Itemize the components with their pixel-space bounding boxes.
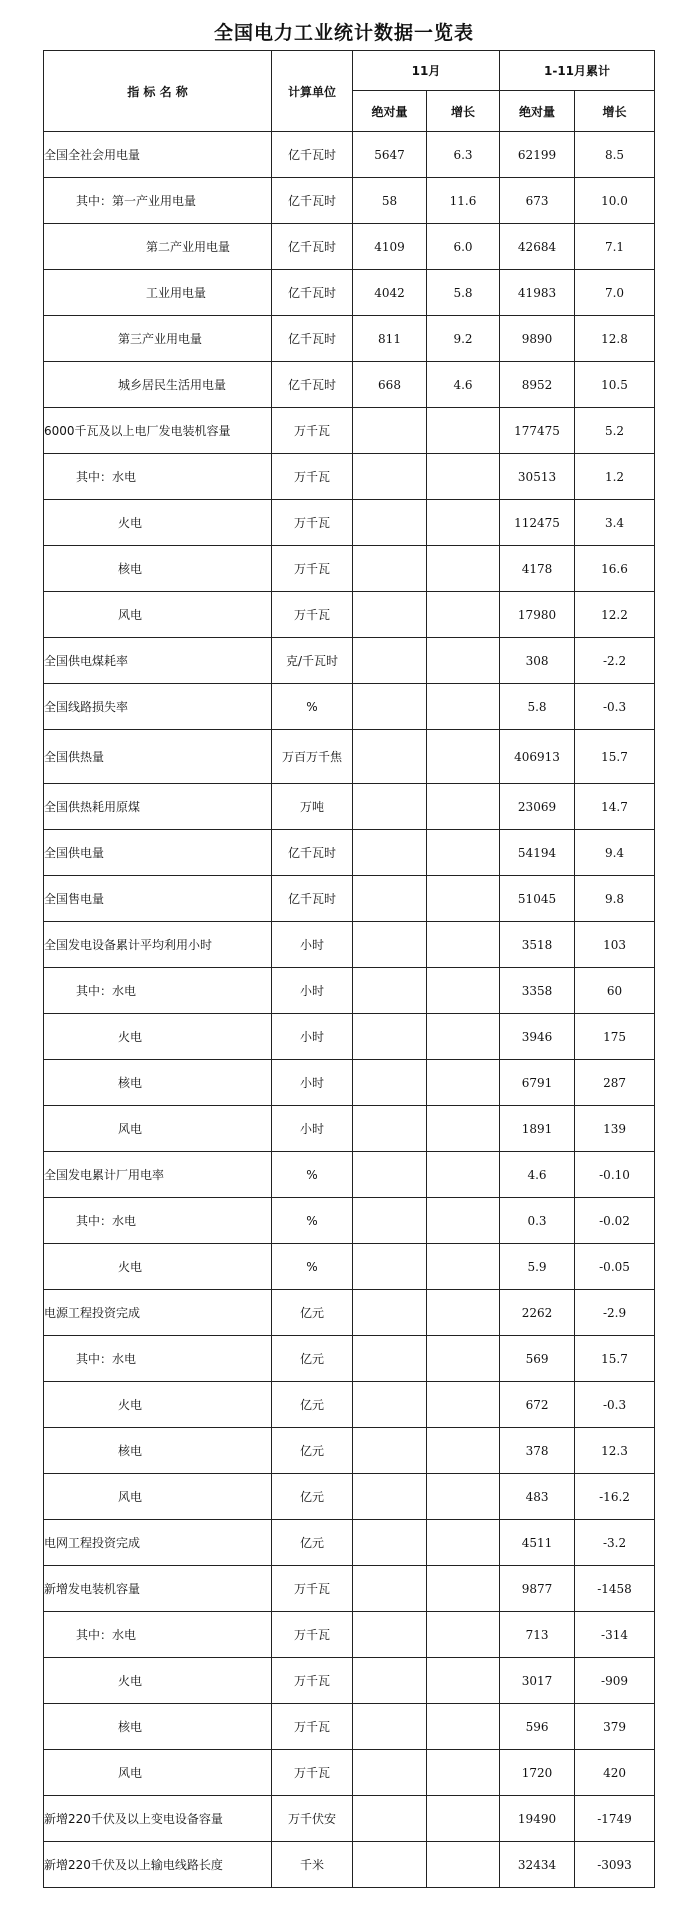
cumulative-growth: 10.0: [575, 178, 655, 224]
cumulative-growth: 7.1: [575, 224, 655, 270]
cumulative-growth: -16.2: [575, 1474, 655, 1520]
row-unit: 亿千瓦时: [272, 830, 353, 876]
table-row: [44, 1474, 655, 1520]
table-row: [44, 1244, 655, 1290]
row-name: 电网工程投资完成: [44, 1520, 272, 1566]
month-growth: [427, 1474, 500, 1520]
table-row: [44, 968, 655, 1014]
row-unit: 万千瓦: [272, 1612, 353, 1658]
header-indicator: 指 标 名 称: [44, 51, 272, 132]
month-absolute: [353, 638, 427, 684]
month-absolute: [353, 1704, 427, 1750]
month-absolute: [353, 1106, 427, 1152]
month-absolute: [353, 1842, 427, 1888]
cumulative-absolute: 23069: [500, 784, 575, 830]
cumulative-growth: 420: [575, 1750, 655, 1796]
cumulative-absolute: 4178: [500, 546, 575, 592]
cumulative-growth: 12.2: [575, 592, 655, 638]
cumulative-growth: -1458: [575, 1566, 655, 1612]
month-absolute: [353, 1658, 427, 1704]
cumulative-absolute: 483: [500, 1474, 575, 1520]
month-growth: [427, 1704, 500, 1750]
cumulative-absolute: 8952: [500, 362, 575, 408]
row-unit: %: [272, 1244, 353, 1290]
cumulative-growth: -0.05: [575, 1244, 655, 1290]
row-unit: 亿千瓦时: [272, 178, 353, 224]
month-absolute: [353, 1796, 427, 1842]
cumulative-growth: 14.7: [575, 784, 655, 830]
month-growth: 6.3: [427, 132, 500, 178]
row-unit: 亿千瓦时: [272, 224, 353, 270]
month-growth: [427, 830, 500, 876]
table-row: [44, 408, 655, 454]
month-growth: [427, 1520, 500, 1566]
month-absolute: 4042: [353, 270, 427, 316]
row-unit: 小时: [272, 1014, 353, 1060]
table-row: [44, 1704, 655, 1750]
table-row: [44, 1336, 655, 1382]
cumulative-absolute: 3946: [500, 1014, 575, 1060]
cumulative-growth: -909: [575, 1658, 655, 1704]
row-unit: 亿元: [272, 1382, 353, 1428]
cumulative-absolute: 30513: [500, 454, 575, 500]
month-absolute: [353, 1428, 427, 1474]
cumulative-absolute: 2262: [500, 1290, 575, 1336]
cumulative-absolute: 378: [500, 1428, 575, 1474]
cumulative-absolute: 177475: [500, 408, 575, 454]
month-growth: [427, 408, 500, 454]
table-row: [44, 1152, 655, 1198]
month-absolute: [353, 1750, 427, 1796]
header-row-top: [44, 51, 655, 91]
cumulative-absolute: 17980: [500, 592, 575, 638]
month-absolute: [353, 1060, 427, 1106]
row-name: 全国发电累计厂用电率: [44, 1152, 272, 1198]
row-name: 电源工程投资完成: [44, 1290, 272, 1336]
cumulative-growth: 1.2: [575, 454, 655, 500]
row-name: 风电: [44, 1106, 272, 1152]
cumulative-absolute: 0.3: [500, 1198, 575, 1244]
month-absolute: [353, 592, 427, 638]
month-growth: [427, 784, 500, 830]
month-growth: [427, 1566, 500, 1612]
cumulative-absolute: 54194: [500, 830, 575, 876]
row-name: 其中：水电: [44, 454, 272, 500]
table-row: [44, 1842, 655, 1888]
table-row: [44, 592, 655, 638]
header-cumulative-growth: 增长: [575, 91, 655, 132]
month-growth: [427, 730, 500, 784]
row-unit: 小时: [272, 968, 353, 1014]
row-name: 风电: [44, 592, 272, 638]
row-name: 全国发电设备累计平均利用小时: [44, 922, 272, 968]
table-row: [44, 1014, 655, 1060]
table-row: [44, 638, 655, 684]
row-unit: 万千瓦: [272, 546, 353, 592]
row-name: 火电: [44, 500, 272, 546]
table-row: [44, 1060, 655, 1106]
table-row: [44, 784, 655, 830]
cumulative-growth: -3.2: [575, 1520, 655, 1566]
cumulative-growth: -2.2: [575, 638, 655, 684]
month-absolute: 58: [353, 178, 427, 224]
table-row: [44, 132, 655, 178]
row-unit: 万千瓦: [272, 500, 353, 546]
cumulative-absolute: 672: [500, 1382, 575, 1428]
cumulative-absolute: 3518: [500, 922, 575, 968]
cumulative-growth: 60: [575, 968, 655, 1014]
month-growth: [427, 1428, 500, 1474]
cumulative-absolute: 5.8: [500, 684, 575, 730]
month-growth: 4.6: [427, 362, 500, 408]
header-cumulative: 1-11月累计: [500, 51, 655, 91]
cumulative-growth: -0.3: [575, 1382, 655, 1428]
row-name: 火电: [44, 1658, 272, 1704]
row-name: 全国售电量: [44, 876, 272, 922]
row-name: 风电: [44, 1474, 272, 1520]
row-unit: 小时: [272, 1106, 353, 1152]
month-absolute: 668: [353, 362, 427, 408]
row-name: 其中：水电: [44, 968, 272, 1014]
month-growth: [427, 1244, 500, 1290]
cumulative-growth: -3093: [575, 1842, 655, 1888]
row-unit: 万千瓦: [272, 1658, 353, 1704]
month-growth: [427, 546, 500, 592]
table-row: [44, 1198, 655, 1244]
table-row: [44, 546, 655, 592]
cumulative-absolute: 42684: [500, 224, 575, 270]
row-name: 全国全社会用电量: [44, 132, 272, 178]
cumulative-absolute: 1720: [500, 1750, 575, 1796]
table-row: [44, 1382, 655, 1428]
row-unit: 亿千瓦时: [272, 316, 353, 362]
row-name: 其中：水电: [44, 1198, 272, 1244]
table-row: [44, 224, 655, 270]
month-growth: [427, 1198, 500, 1244]
month-absolute: [353, 730, 427, 784]
cumulative-growth: -2.9: [575, 1290, 655, 1336]
table-row: [44, 684, 655, 730]
table-row: [44, 1566, 655, 1612]
table-row: [44, 1520, 655, 1566]
row-name: 新增220千伏及以上变电设备容量: [44, 1796, 272, 1842]
table-row: [44, 830, 655, 876]
row-unit: 亿千瓦时: [272, 876, 353, 922]
month-growth: [427, 1750, 500, 1796]
row-name: 其中：水电: [44, 1336, 272, 1382]
cumulative-absolute: 5.9: [500, 1244, 575, 1290]
row-unit: %: [272, 684, 353, 730]
cumulative-absolute: 6791: [500, 1060, 575, 1106]
cumulative-absolute: 3358: [500, 968, 575, 1014]
table-row: [44, 316, 655, 362]
cumulative-growth: 12.8: [575, 316, 655, 362]
cumulative-growth: 7.0: [575, 270, 655, 316]
table-row: [44, 270, 655, 316]
cumulative-growth: 15.7: [575, 730, 655, 784]
header-month: 11月: [353, 51, 500, 91]
row-unit: 亿千瓦时: [272, 362, 353, 408]
row-unit: 万千瓦: [272, 454, 353, 500]
month-absolute: [353, 1520, 427, 1566]
table-row: [44, 362, 655, 408]
cumulative-growth: 3.4: [575, 500, 655, 546]
row-name: 第二产业用电量: [44, 224, 272, 270]
row-unit: 万千瓦: [272, 1750, 353, 1796]
cumulative-absolute: 9877: [500, 1566, 575, 1612]
cumulative-absolute: 19490: [500, 1796, 575, 1842]
table-row: [44, 1796, 655, 1842]
cumulative-absolute: 41983: [500, 270, 575, 316]
cumulative-absolute: 4511: [500, 1520, 575, 1566]
month-absolute: [353, 830, 427, 876]
month-absolute: [353, 1474, 427, 1520]
row-unit: %: [272, 1152, 353, 1198]
month-absolute: [353, 1336, 427, 1382]
month-growth: 9.2: [427, 316, 500, 362]
month-absolute: [353, 1152, 427, 1198]
table-row: [44, 454, 655, 500]
cumulative-growth: 9.4: [575, 830, 655, 876]
row-name: 核电: [44, 1060, 272, 1106]
cumulative-growth: -314: [575, 1612, 655, 1658]
row-unit: 亿元: [272, 1290, 353, 1336]
row-unit: 亿元: [272, 1428, 353, 1474]
row-unit: %: [272, 1198, 353, 1244]
cumulative-absolute: 62199: [500, 132, 575, 178]
month-growth: 5.8: [427, 270, 500, 316]
row-unit: 亿元: [272, 1474, 353, 1520]
cumulative-absolute: 308: [500, 638, 575, 684]
month-growth: [427, 1060, 500, 1106]
row-name: 全国线路损失率: [44, 684, 272, 730]
row-name: 工业用电量: [44, 270, 272, 316]
month-absolute: [353, 1382, 427, 1428]
month-growth: [427, 1382, 500, 1428]
row-name: 全国供热量: [44, 730, 272, 784]
header-unit: 计算单位: [272, 51, 353, 132]
table-row: [44, 500, 655, 546]
header-month-absolute: 绝对量: [353, 91, 427, 132]
month-growth: [427, 1658, 500, 1704]
cumulative-growth: 103: [575, 922, 655, 968]
month-growth: [427, 876, 500, 922]
table-row: [44, 730, 655, 784]
row-name: 其中：水电: [44, 1612, 272, 1658]
month-absolute: [353, 454, 427, 500]
row-name: 风电: [44, 1750, 272, 1796]
cumulative-absolute: 596: [500, 1704, 575, 1750]
table-row: [44, 1106, 655, 1152]
cumulative-growth: -0.10: [575, 1152, 655, 1198]
row-name: 新增发电装机容量: [44, 1566, 272, 1612]
row-name: 核电: [44, 1704, 272, 1750]
stats-table: [43, 50, 655, 1888]
month-growth: [427, 1842, 500, 1888]
row-unit: 小时: [272, 922, 353, 968]
table-row: [44, 178, 655, 224]
row-name: 核电: [44, 1428, 272, 1474]
row-unit: 亿元: [272, 1336, 353, 1382]
month-growth: [427, 1336, 500, 1382]
row-name: 6000千瓦及以上电厂发电装机容量: [44, 408, 272, 454]
month-absolute: [353, 546, 427, 592]
month-growth: [427, 968, 500, 1014]
cumulative-growth: 139: [575, 1106, 655, 1152]
month-growth: [427, 1796, 500, 1842]
row-name: 火电: [44, 1014, 272, 1060]
month-growth: [427, 638, 500, 684]
cumulative-growth: 287: [575, 1060, 655, 1106]
month-absolute: [353, 922, 427, 968]
month-absolute: [353, 968, 427, 1014]
header-month-growth: 增长: [427, 91, 500, 132]
table-row: [44, 1290, 655, 1336]
month-growth: [427, 684, 500, 730]
month-absolute: [353, 876, 427, 922]
row-unit: 克/千瓦时: [272, 638, 353, 684]
month-growth: [427, 922, 500, 968]
cumulative-growth: 379: [575, 1704, 655, 1750]
row-name: 其中：第一产业用电量: [44, 178, 272, 224]
table-row: [44, 1428, 655, 1474]
month-absolute: [353, 1198, 427, 1244]
row-name: 全国供电煤耗率: [44, 638, 272, 684]
row-unit: 万千伏安: [272, 1796, 353, 1842]
row-unit: 亿千瓦时: [272, 270, 353, 316]
row-unit: 万吨: [272, 784, 353, 830]
month-absolute: [353, 1244, 427, 1290]
cumulative-absolute: 3017: [500, 1658, 575, 1704]
cumulative-absolute: 112475: [500, 500, 575, 546]
cumulative-growth: 10.5: [575, 362, 655, 408]
month-growth: [427, 1152, 500, 1198]
row-unit: 亿千瓦时: [272, 132, 353, 178]
row-unit: 万百万千焦: [272, 730, 353, 784]
table-row: [44, 876, 655, 922]
row-unit: 万千瓦: [272, 408, 353, 454]
cumulative-growth: 9.8: [575, 876, 655, 922]
cumulative-growth: -0.3: [575, 684, 655, 730]
cumulative-absolute: 673: [500, 178, 575, 224]
month-absolute: 811: [353, 316, 427, 362]
header-cumulative-absolute: 绝对量: [500, 91, 575, 132]
month-absolute: [353, 1290, 427, 1336]
cumulative-growth: 15.7: [575, 1336, 655, 1382]
month-growth: [427, 1106, 500, 1152]
row-name: 火电: [44, 1244, 272, 1290]
cumulative-growth: 175: [575, 1014, 655, 1060]
row-name: 新增220千伏及以上输电线路长度: [44, 1842, 272, 1888]
row-unit: 万千瓦: [272, 1566, 353, 1612]
month-absolute: [353, 684, 427, 730]
cumulative-absolute: 9890: [500, 316, 575, 362]
cumulative-absolute: 32434: [500, 1842, 575, 1888]
month-growth: [427, 592, 500, 638]
table-row: [44, 1612, 655, 1658]
month-growth: [427, 1290, 500, 1336]
month-absolute: [353, 784, 427, 830]
row-name: 核电: [44, 546, 272, 592]
cumulative-absolute: 4.6: [500, 1152, 575, 1198]
cumulative-growth: -1749: [575, 1796, 655, 1842]
page-title: 全国电力工业统计数据一览表: [213, 22, 474, 44]
row-unit: 小时: [272, 1060, 353, 1106]
table-body: [44, 132, 655, 1888]
cumulative-absolute: 406913: [500, 730, 575, 784]
month-absolute: [353, 1014, 427, 1060]
month-growth: 6.0: [427, 224, 500, 270]
cumulative-growth: -0.02: [575, 1198, 655, 1244]
month-absolute: [353, 1566, 427, 1612]
month-growth: [427, 1014, 500, 1060]
row-name: 城乡居民生活用电量: [44, 362, 272, 408]
month-absolute: 5647: [353, 132, 427, 178]
month-growth: [427, 500, 500, 546]
cumulative-absolute: 569: [500, 1336, 575, 1382]
cumulative-growth: 8.5: [575, 132, 655, 178]
cumulative-absolute: 51045: [500, 876, 575, 922]
cumulative-growth: 5.2: [575, 408, 655, 454]
table-row: [44, 922, 655, 968]
row-unit: 亿元: [272, 1520, 353, 1566]
month-absolute: [353, 408, 427, 454]
cumulative-growth: 12.3: [575, 1428, 655, 1474]
month-growth: [427, 454, 500, 500]
month-absolute: [353, 1612, 427, 1658]
row-name: 全国供电量: [44, 830, 272, 876]
row-name: 火电: [44, 1382, 272, 1428]
row-unit: 万千瓦: [272, 592, 353, 638]
cumulative-absolute: 1891: [500, 1106, 575, 1152]
row-name: 全国供热耗用原煤: [44, 784, 272, 830]
row-unit: 万千瓦: [272, 1704, 353, 1750]
row-name: 第三产业用电量: [44, 316, 272, 362]
month-growth: [427, 1612, 500, 1658]
month-absolute: 4109: [353, 224, 427, 270]
table-row: [44, 1658, 655, 1704]
month-growth: 11.6: [427, 178, 500, 224]
row-unit: 千米: [272, 1842, 353, 1888]
month-absolute: [353, 500, 427, 546]
table-row: [44, 1750, 655, 1796]
cumulative-growth: 16.6: [575, 546, 655, 592]
cumulative-absolute: 713: [500, 1612, 575, 1658]
